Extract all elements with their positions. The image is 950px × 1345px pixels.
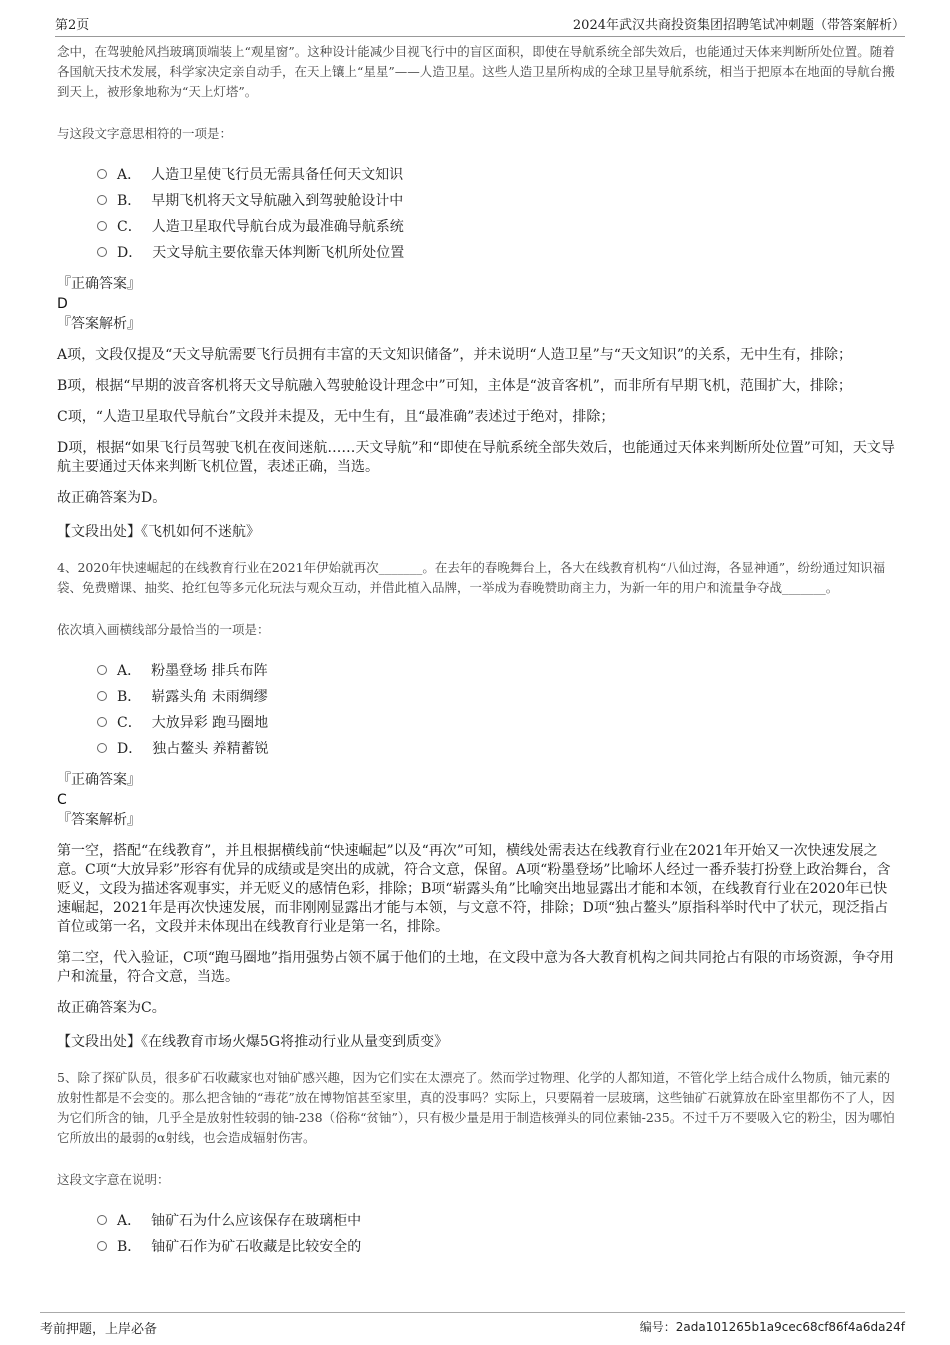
page-footer	[40, 1312, 905, 1337]
q4-answer: C	[57, 792, 67, 808]
q3-conclusion: 故正确答案为D。	[57, 490, 167, 506]
q3-analysis-c: C项，“人造卫星取代导航台”文段并未提及，无中生有，且“最准确”表述过于绝对，排除；	[57, 409, 615, 425]
q3-answer: D	[57, 296, 68, 312]
radio-icon[interactable]	[97, 691, 107, 701]
q4-answer-label: 『正确答案』	[57, 772, 141, 788]
radio-icon[interactable]	[97, 665, 107, 675]
q4-conclusion: 故正确答案为C。	[57, 1000, 166, 1016]
q3-analysis-label: 『答案解析』	[57, 316, 141, 332]
q5-prompt: 这段文字意在说明：	[57, 1172, 170, 1187]
radio-icon[interactable]	[97, 1215, 107, 1225]
page-header	[55, 10, 905, 37]
radio-icon[interactable]	[97, 717, 107, 727]
q4-option-b[interactable]: B． 崭露头角 未雨绸缪	[97, 684, 895, 710]
q4-analysis-blank1: 第一空，搭配“在线教育”，并且根据横线前“快速崛起”以及“再次”可知，横线处需表达在线教育行业在2021年开始又一次快速发展之意。C项“大放异彩”形容有优异的成绩或是突出的成就，符合文意，保留。A项“粉墨登场”比喻坏人经过一番乔装打扮登上政治舞台，含贬义，文段为描述客观事实，并无贬义的感情色彩，排除；B项“崭露头角”比喻突出地显露出才能和本领，在线教育行业在2020年已快速崛起，2021年是再次快速发展，而非刚刚显露出才能与本领，与文意不符，排除；D项“独占鳌头”原指科举时代中了状元，现泛指占首位或第一名，文段并未体现出在线教育行业是第一名，排除。	[57, 843, 891, 935]
q3-options	[97, 162, 895, 266]
q4-analysis-label: 『答案解析』	[57, 812, 141, 828]
q3-option-a[interactable]: A． 人造卫星使飞行员无需具备任何天文知识	[97, 162, 895, 188]
q4-option-a[interactable]: A． 粉墨登场 排兵布阵	[97, 658, 895, 684]
q4-source: 【文段出处】《在线教育市场火爆5G将推动行业从量变到质变》	[57, 1034, 449, 1050]
q4-passage: 4、2020年快速崛起的在线教育行业在2021年伊始就再次_______。在去年的春晚舞台上，各大在线教育机构“八仙过海，各显神通”，纷纷通过知识福袋、免费赠课、抽奖、抢红包等多元化玩法与观众互动，并借此植入品牌，一举成为春晚赞助商主力，为新一年的用户和流量争夺战_______。	[57, 560, 886, 595]
page-number: 第2页	[55, 18, 90, 33]
q4-prompt: 依次填入画横线部分最恰当的一项是：	[57, 622, 270, 637]
radio-icon[interactable]	[97, 195, 107, 205]
q3-analysis-a: A项，文段仅提及“天文导航需要飞行员拥有丰富的天文知识储备”，并未说明“人造卫星”与“天文知识”的关系，无中生有，排除；	[57, 347, 853, 363]
radio-icon[interactable]	[97, 743, 107, 753]
q3-source: 【文段出处】《飞机如何不迷航》	[57, 524, 260, 540]
q4-option-c[interactable]: C． 大放异彩 跑马圈地	[97, 710, 895, 736]
q4-analysis-blank2: 第二空，代入验证，C项“跑马圈地”指用强势占领不属于他们的土地，在文段中意为各大教育机构之间共同抢占有限的市场资源，争夺用户和流量，符合文意，当选。	[57, 950, 895, 985]
q4-option-d[interactable]: D． 独占鳌头 养精蓄锐	[97, 736, 895, 762]
q5-option-a[interactable]: A． 铀矿石为什么应该保存在玻璃柜中	[97, 1208, 895, 1234]
q3-analysis-d: D项，根据“如果飞行员驾驶飞机在夜间迷航……天文导航”和“即使在导航系统全部失效后，也能通过天体来判断所处位置”可知，天文导航主要通过天体来判断飞机位置，表述正确，当选。	[57, 440, 895, 475]
q3-answer-label: 『正确答案』	[57, 276, 141, 292]
radio-icon[interactable]	[97, 247, 107, 257]
q3-analysis-b: B项，根据“早期的波音客机将天文导航融入驾驶舱设计理念中”可知，主体是“波音客机”，而非所有早期飞机，范围扩大，排除；	[57, 378, 852, 394]
footer-slogan: 考前押题，上岸必备	[40, 1322, 158, 1337]
radio-icon[interactable]	[97, 1241, 107, 1251]
q5-passage: 5、除了探矿队员，很多矿石收藏家也对铀矿感兴趣，因为它们实在太漂亮了。然而学过物理、化学的人都知道，不管化学上结合成什么物质，铀元素的放射性都是不会变的。那么把含铀的“毒花”放在博物馆甚至家里，真的没事吗？实际上，只要隔着一层玻璃，这些铀矿石就算放在卧室里都伤不了人，因为它们所含的铀，几乎全是放射性较弱的铀-238（俗称“贫铀”），只有极少量是用于制造核弹头的同位素铀-235。不过千万不要吸入它的粉尘，因为哪怕它所放出的最弱的α射线，也会造成辐射伤害。	[57, 1070, 895, 1145]
q3-prompt: 与这段文字意思相符的一项是：	[57, 126, 233, 141]
q5-options	[97, 1208, 895, 1260]
q3-option-c[interactable]: C． 人造卫星取代导航台成为最准确导航系统	[97, 214, 895, 240]
q3-passage: 念中，在驾驶舱风挡玻璃顶端装上“观星窗”。这种设计能减少目视飞行中的盲区面积，即使在导航系统全部失效后，也能通过天体来判断所处位置。随着各国航天技术发展，科学家决定亲自动手，在天上镶上“星星”——人造卫星。这些人造卫星所构成的全球卫星导航系统，相当于把原本在地面的导航台搬到天上，被形象地称为“天上灯塔”。	[57, 44, 895, 99]
radio-icon[interactable]	[97, 221, 107, 231]
document-title: 2024年武汉共商投资集团招聘笔试冲刺题（带答案解析）	[572, 18, 905, 33]
page-content	[57, 42, 895, 1260]
q3-option-d[interactable]: D． 天文导航主要依靠天体判断飞机所处位置	[97, 240, 895, 266]
q5-option-b[interactable]: B． 铀矿石作为矿石收藏是比较安全的	[97, 1234, 895, 1260]
radio-icon[interactable]	[97, 169, 107, 179]
document-code: 编号：2ada101265b1a9cec68cf86f4a6da24f	[639, 1320, 905, 1334]
q3-option-b[interactable]: B． 早期飞机将天文导航融入到驾驶舱设计中	[97, 188, 895, 214]
q4-options	[97, 658, 895, 762]
